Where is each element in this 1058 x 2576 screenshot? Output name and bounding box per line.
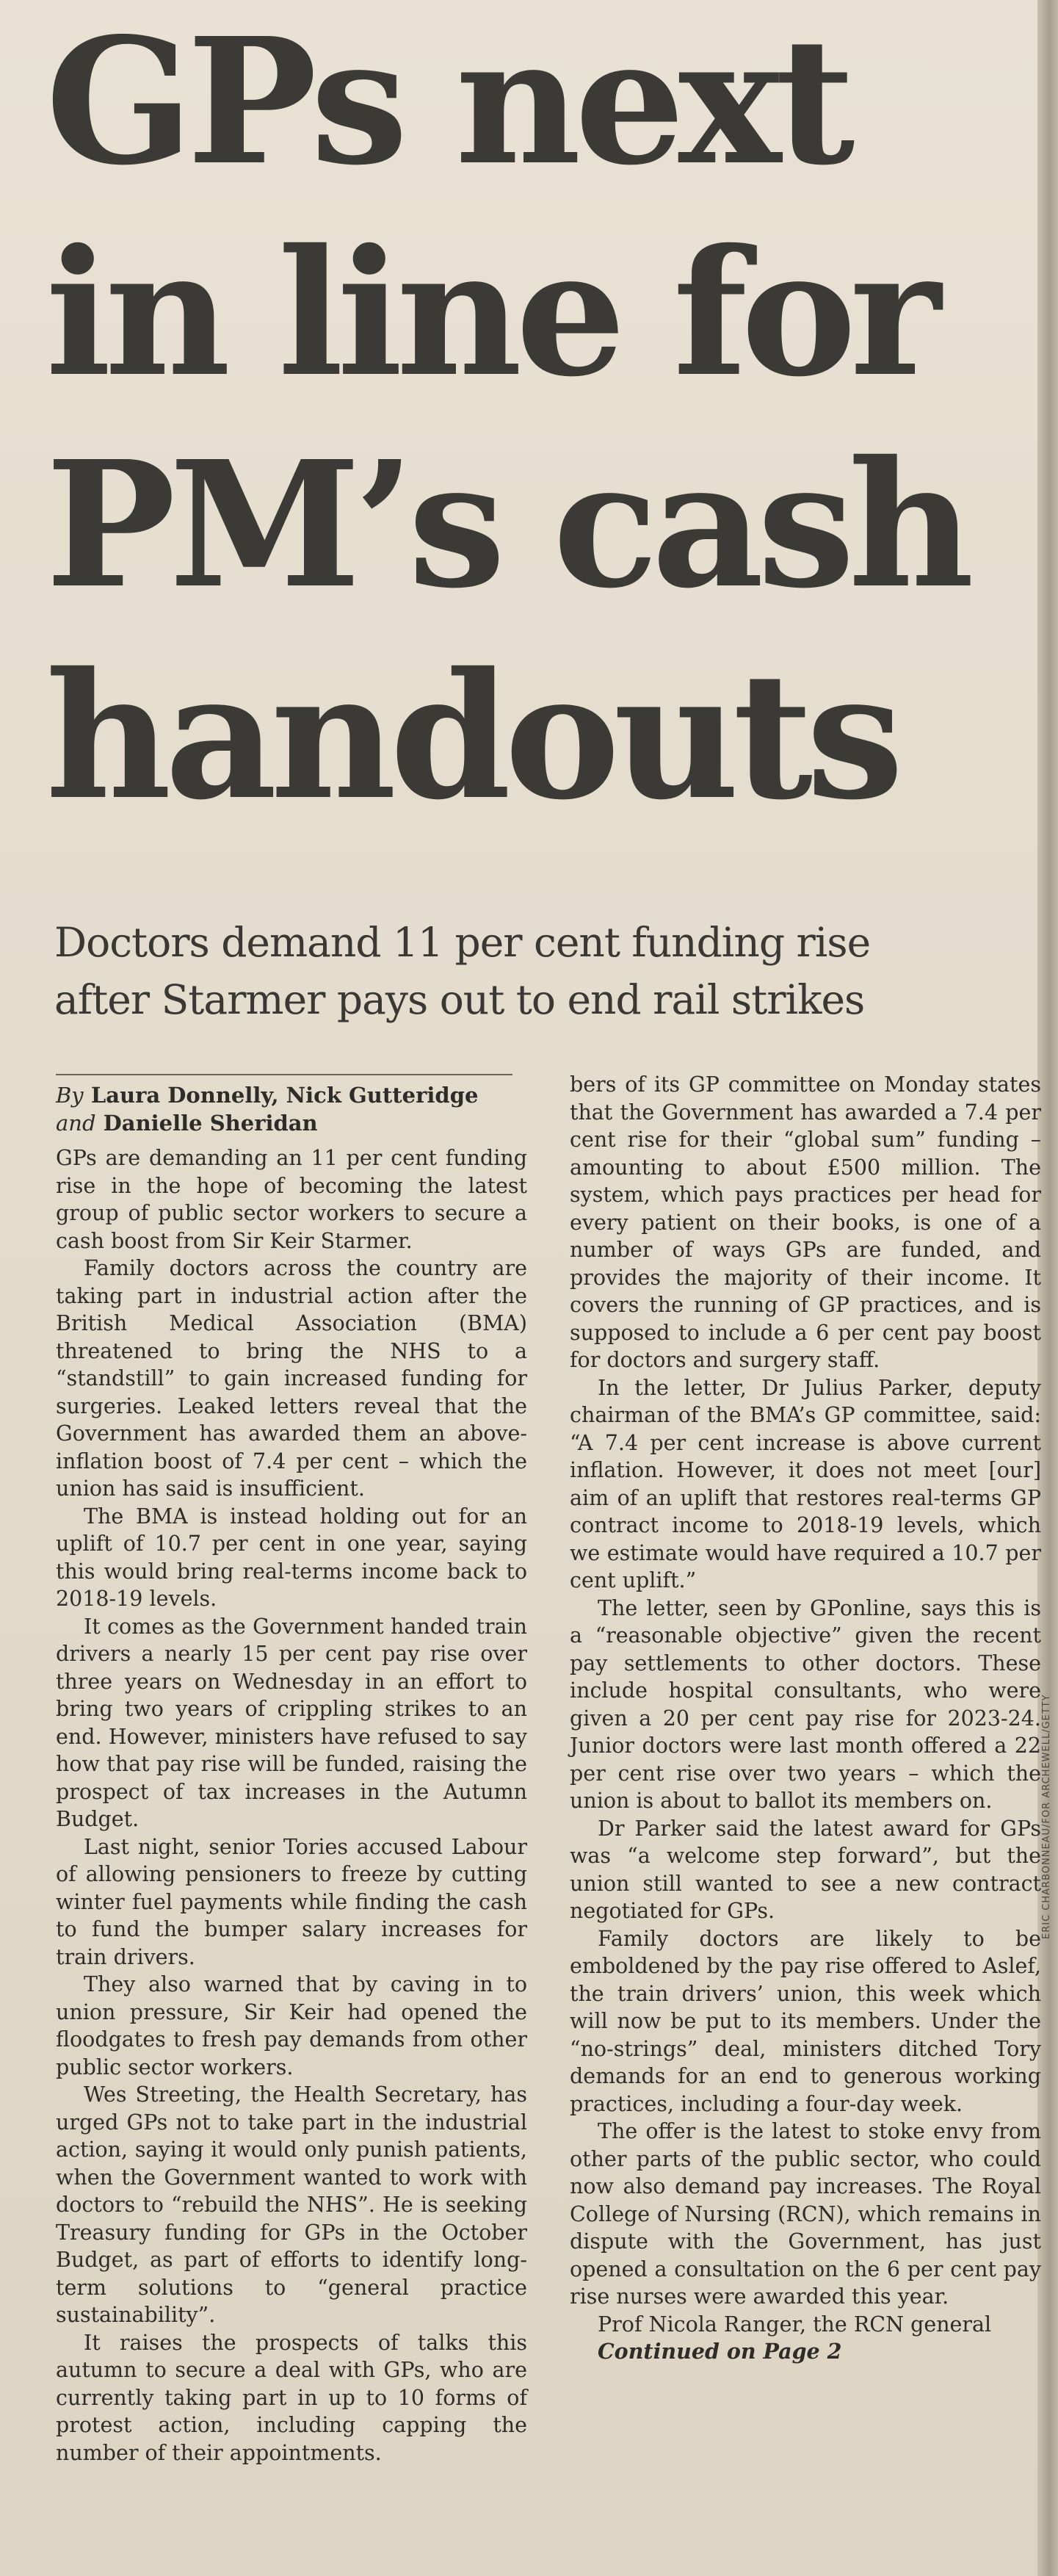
paragraph: They also warned that by caving in to union pressure, Sir Keir had opened the floodgates to fresh pay demands from other public sector workers. bbox=[56, 1972, 527, 2079]
byline bbox=[56, 1081, 527, 1137]
headline-line: handouts bbox=[46, 634, 897, 838]
photo-credit: ERIC CHARBONNEAU/FOR ARCHEWELL/GETTY bbox=[1041, 1694, 1052, 1939]
standfirst-line: Doctors demand 11 per cent funding rise bbox=[54, 919, 871, 966]
continued-link[interactable]: Continued on Page 2 bbox=[598, 2339, 842, 2364]
byline-authors: Danielle Sheridan bbox=[103, 1111, 318, 1136]
byline-prefix: By bbox=[56, 1083, 84, 1108]
article-column-right bbox=[570, 1071, 1041, 2366]
headline bbox=[46, 0, 1015, 842]
paragraph: Wes Streeting, the Health Secretary, has urged GPs not to take part in the industrial action, saying it would only punish patients, when the Government wanted to work with doctors to “rebuild the NHS”. He is seeking Treasury funding for GPs in the October Budget, as part of efforts to identify long-term solutions to “general practice sustainability”. bbox=[56, 2082, 527, 2327]
headline-line: in line for bbox=[46, 211, 935, 415]
headline-line: GPs next bbox=[46, 0, 849, 203]
paragraph: Last night, senior Tories accused Labour of allowing pensioners to freeze by cutting winter fuel payments while finding the cash to fund the bumper salary increases for train drivers. bbox=[56, 1834, 527, 1969]
paragraph: bers of its GP committee on Monday states that the Government has awarded a 7.4 per cent rise for their “global sum” funding – amounting to about £500 million. The system, which pays practices per head for every patient on their books, is one of a number of ways GPs are funded, and provides the majority of their income. It covers the running of GP practices, and is supposed to include a 6 per cent pay boost for doctors and surgery staff. bbox=[570, 1072, 1041, 1372]
headline-line: PM’s cash bbox=[46, 422, 968, 627]
paragraph: Family doctors across the country are taking part in industrial action after the British Medical Association (BMA) threatened to bring the NHS to a “standstill” to gain increased funding for surgeries. Leaked letters reveal that the Government has awarded them an above-inflation boost of 7.4 per cent – which the union has said is insufficient. bbox=[56, 1256, 527, 1501]
paragraph: Dr Parker said the latest award for GPs was “a welcome step forward”, but the union still wanted to see a new contract negotiated for GPs. bbox=[570, 1816, 1041, 1923]
paragraph: The offer is the latest to stoke envy from other parts of the public sector, who could now also demand pay increases. The Royal College of Nursing (RCN), which remains in dispute with the Government, has just opened a consultation on the 6 per cent pay rise nurses were awarded this year. bbox=[570, 2119, 1041, 2309]
byline-authors: Laura Donnelly, Nick Gutteridge bbox=[90, 1083, 479, 1108]
paragraph: It raises the prospects of talks this autumn to secure a deal with GPs, who are currently taking part in up to 10 forms of protest action, including capping the number of their appointments. bbox=[56, 2330, 527, 2465]
standfirst-line: after Starmer pays out to end rail strikes bbox=[54, 976, 865, 1023]
paragraph: In the letter, Dr Julius Parker, deputy chairman of the BMA’s GP committee, said: “A 7.4 per cent increase is above current inflation. However, it does not meet [our] aim of an uplift that restores real-terms GP contract income to 2018-19 levels, which we estimate would have required a 10.7 per cent uplift.” bbox=[570, 1375, 1041, 1592]
paragraph: The BMA is instead holding out for an uplift of 10.7 per cent in one year, saying this would bring real-terms income back to 2018-19 levels. bbox=[56, 1504, 527, 1611]
article-column-left bbox=[56, 1072, 527, 2467]
paragraph: Prof Nicola Ranger, the RCN general bbox=[598, 2312, 992, 2337]
paragraph: Family doctors are likely to be emboldened by the pay rise offered to Aslef, the train drivers’ union, this week which will now be put to its members. Under the “no-strings” deal, ministers ditched Tory demands for an end to generous working practices, including a four-day week. bbox=[570, 1926, 1041, 2116]
byline-connector: and bbox=[56, 1111, 96, 1136]
paragraph: GPs are demanding an 11 per cent funding rise in the hope of becoming the latest group of public sector workers to secure a cash boost from Sir Keir Starmer. bbox=[56, 1146, 527, 1253]
paragraph: It comes as the Government handed train drivers a nearly 15 per cent pay rise over three years on Wednesday in an effort to bring two years of crippling strikes to an end. However, ministers have refused to say how that pay rise will be funded, raising the prospect of tax increases in the Autumn Budget. bbox=[56, 1614, 527, 1831]
standfirst bbox=[54, 914, 1009, 1028]
paragraph: The letter, seen by GPonline, says this is a “reasonable objective” given the recent pay settlements to other doctors. These include hospital consultants, who were given a 20 per cent pay rise for 2023-24. Junior doctors were last month offered a 22 per cent rise over two years – which the union is about to ballot its members on. bbox=[570, 1595, 1041, 1813]
